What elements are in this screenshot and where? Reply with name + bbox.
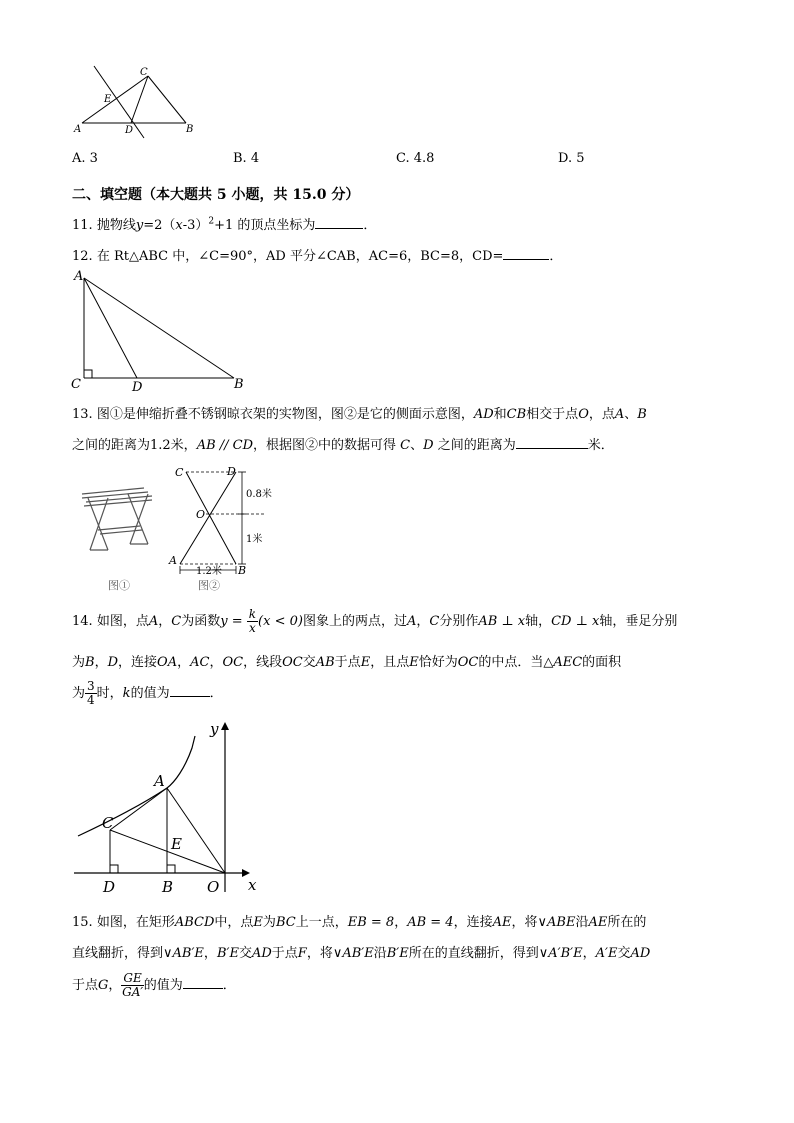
answer-blank[interactable] [315, 227, 363, 229]
question-15-line-1: 15. 如图，在矩形ABCD中，点E为BC上一点，EB = 8，AB = 4，连接AE，将∨ABE沿AE所在的 [72, 915, 647, 930]
q10-option-c: C. 4.8 [396, 151, 435, 166]
label-b: B [238, 564, 247, 577]
label-d: D [227, 465, 236, 478]
label-c: C [175, 466, 184, 479]
segment-oa [167, 788, 225, 873]
label-c: C [102, 814, 114, 832]
question-13-line-2: 之间的距离为1.2米，AB // CD，根据图②中的数据可得 C、D 之间的距离为 米． [72, 438, 614, 453]
segment-ac [82, 76, 148, 123]
label-a: A [154, 772, 165, 790]
label-a: A [169, 554, 177, 567]
q10-option-a: A. 3 [72, 151, 98, 166]
figure-1-caption: 图① [108, 579, 130, 592]
fraction-ge-over-ga: $\frac{GE}{GA'}$ [122, 971, 144, 999]
label-d: D [132, 380, 143, 392]
label-o: O [196, 508, 206, 521]
segment-cb [148, 76, 186, 123]
section-title: 二、填空题（本大题共 5 小题，共 15.0 分） [72, 187, 360, 203]
right-angle-d [110, 865, 118, 873]
drying-rack-image [78, 484, 158, 564]
label-x: x [248, 876, 257, 894]
hyperbola-curve [78, 736, 195, 836]
answer-blank[interactable] [183, 987, 223, 989]
label-y: y [210, 720, 219, 738]
label-c: C [140, 67, 148, 78]
dim-top-label: 0.8米 [246, 489, 272, 500]
line-de [94, 66, 144, 138]
q14-figure [70, 718, 270, 896]
label-e: E [171, 835, 182, 853]
q13-figure-2 [166, 462, 276, 592]
right-angle-mark [84, 370, 92, 378]
segment-ad [180, 472, 236, 564]
right-angle-b [167, 865, 175, 873]
fraction-three-quarters: $\frac{3}{4}$ [87, 679, 95, 707]
question-12: 12. 在 Rt△ABC 中，∠C=90°，AD 平分∠CAB，AC=6，BC=8，CD= ． [72, 249, 563, 264]
answer-blank[interactable] [170, 695, 210, 697]
segment-ad [84, 278, 137, 378]
label-c: C [71, 377, 81, 392]
question-13-line-1: 13. 图①是伸缩折叠不锈钢晾衣架的实物图，图②是它的侧面示意图，AD和CB相交于点O，点A、B [72, 407, 647, 422]
answer-blank[interactable] [503, 258, 549, 260]
question-11: 11. 抛物线$y=2(x-3)^2+1$ 的顶点坐标为 ． [72, 216, 377, 233]
label-d: D [103, 878, 116, 896]
fraction-k-over-x: $\frac{k}{x}$ [248, 607, 257, 635]
question-15-line-3: 于点G， $\frac{GE}{GA'}$ 的值为 ． [72, 971, 236, 999]
label-b: B [162, 878, 174, 896]
segment-ac [110, 788, 167, 830]
label-a: A [74, 269, 84, 284]
segment-cd [131, 76, 148, 123]
dim-width-label: 1.2米 [196, 566, 222, 577]
figure-2-caption: 图② [198, 579, 220, 592]
segment-cb [186, 472, 236, 564]
q10-option-d: D. 5 [558, 151, 585, 166]
label-d: D [125, 125, 134, 136]
label-a: A [74, 124, 82, 135]
answer-blank[interactable] [516, 447, 588, 449]
dim-bottom-label: 1米 [246, 534, 263, 545]
label-b: B [186, 124, 194, 135]
label-e: E [104, 94, 112, 105]
y-axis-arrow [221, 722, 229, 730]
q10-option-b: B. 4 [233, 151, 260, 166]
label-o: O [207, 878, 220, 896]
q12-figure [68, 268, 250, 392]
label-b: B [234, 377, 244, 392]
question-14-line-3: 为 $\frac{3}{4}$ 时，k的值为 ． [72, 679, 223, 707]
question-14-line-2: 为B，D，连接OA，AC，OC，线段OC交AB于点E，且点E恰好为OC的中点．当△AEC的面积 [72, 655, 622, 670]
question-15-line-2: 直线翻折，得到∨AB′E，B′E交AD于点F，将∨AB′E沿B′E所在的直线翻折，得到∨A′B′E，A′E交AD [72, 946, 651, 961]
q10-figure [70, 64, 200, 140]
question-14-line-1: 14. 如图，点A，C为函数y = $\frac{k}{x}$ (x < 0)图象上的两点，过A，C分别作AB ⊥ x轴，CD ⊥ x轴，垂足分别 [72, 607, 678, 635]
segment-ab [84, 278, 234, 378]
